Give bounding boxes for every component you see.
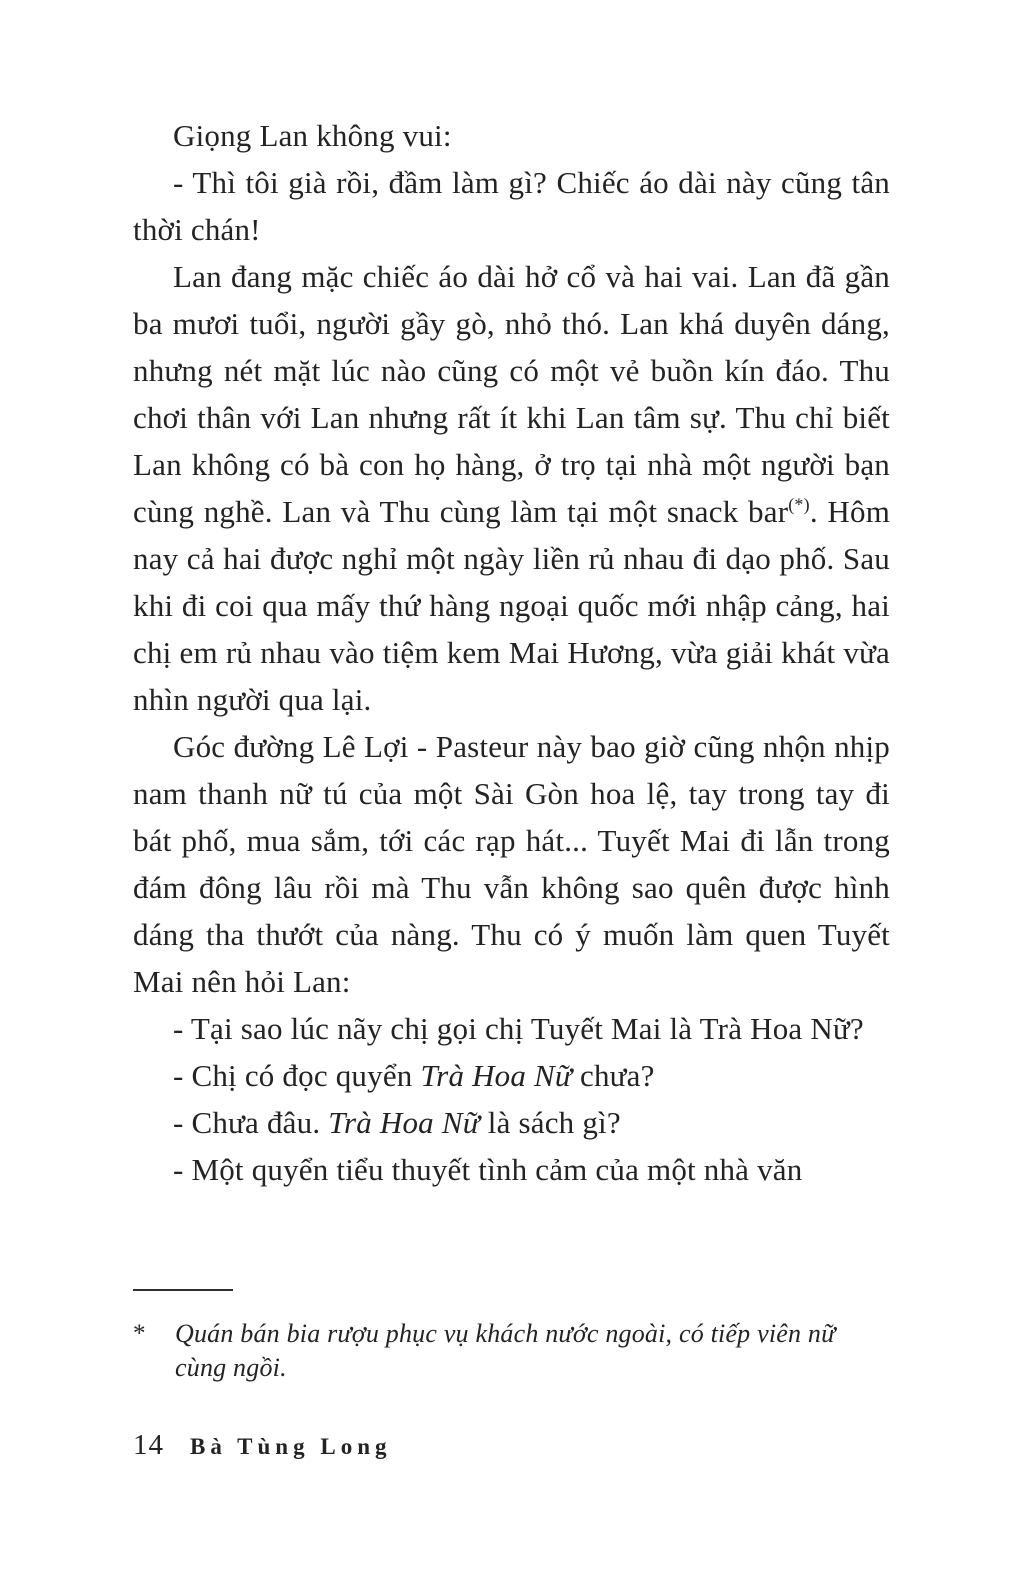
text-run: - Tại sao lúc nãy chị gọi chị Tuyết Mai là Trà Hoa Nữ? bbox=[173, 1011, 864, 1046]
text-run: Lan đang mặc chiếc áo dài hở cổ và hai vai. Lan đã gần ba mươi tuổi, người gầy gò, nhỏ thó. Lan khá duyên dáng, nhưng nét mặt lúc nào cũng có một vẻ buồn kín đáo. Thu chơi thân với Lan nhưng rất ít khi Lan tâm sự. Thu chỉ biết Lan không có bà con họ hàng, ở trọ tại nhà một người bạn cùng nghề. Lan và Thu cùng làm tại một snack bar bbox=[133, 259, 890, 529]
text-run: . Hôm nay cả hai được nghỉ một ngày liền rủ nhau đi dạo phố. Sau khi đi coi qua mấy thứ hàng ngoại quốc mới nhập cảng, hai chị em rủ nhau vào tiệm kem Mai Hương, vừa giải khát vừa nhìn người qua lại. bbox=[133, 494, 891, 717]
text-run: chưa? bbox=[572, 1058, 655, 1093]
footnote-text: Quán bán bia rượu phục vụ khách nước ngoài, có tiếp viên nữ cùng ngồi. bbox=[175, 1319, 836, 1382]
text-run: Trà Hoa Nữ bbox=[328, 1105, 480, 1140]
footnote-divider bbox=[133, 1289, 233, 1291]
paragraph bbox=[133, 1005, 890, 1052]
paragraph bbox=[133, 253, 890, 723]
running-title: Bà Tùng Long bbox=[190, 1434, 392, 1459]
text-run: - Chưa đâu. bbox=[173, 1105, 329, 1140]
paragraph bbox=[133, 1099, 890, 1146]
body-text bbox=[133, 112, 890, 1193]
paragraph bbox=[133, 112, 890, 159]
page-footer bbox=[133, 1429, 890, 1462]
text-run: Trà Hoa Nữ bbox=[420, 1058, 573, 1093]
paragraph bbox=[133, 159, 890, 253]
paragraph bbox=[133, 1052, 890, 1099]
footnote bbox=[133, 1317, 890, 1385]
text-run: là sách gì? bbox=[479, 1105, 621, 1140]
page-number: 14 bbox=[133, 1429, 164, 1461]
footnote-marker: * bbox=[133, 1320, 146, 1347]
footnote-reference: (*) bbox=[788, 494, 810, 515]
text-run: Giọng Lan không vui: bbox=[173, 118, 452, 153]
text-run: - Thì tôi già rồi, đầm làm gì? Chiếc áo dài này cũng tân thời chán! bbox=[133, 165, 890, 247]
text-run: Góc đường Lê Lợi - Pasteur này bao giờ cũng nhộn nhịp nam thanh nữ tú của một Sài Gòn hoa lệ, tay trong tay đi bát phố, mua sắm, tới các rạp hát... Tuyết Mai đi lẫn trong đám đông lâu rồi mà Thu vẫn không sao quên được hình dáng tha thướt của nàng. Thu có ý muốn làm quen Tuyết Mai nên hỏi Lan: bbox=[133, 729, 890, 999]
text-run: - Chị có đọc quyển bbox=[173, 1058, 421, 1093]
paragraph bbox=[133, 723, 890, 1005]
paragraph bbox=[133, 1146, 890, 1193]
text-run: - Một quyển tiểu thuyết tình cảm của một nhà văn bbox=[173, 1152, 803, 1187]
